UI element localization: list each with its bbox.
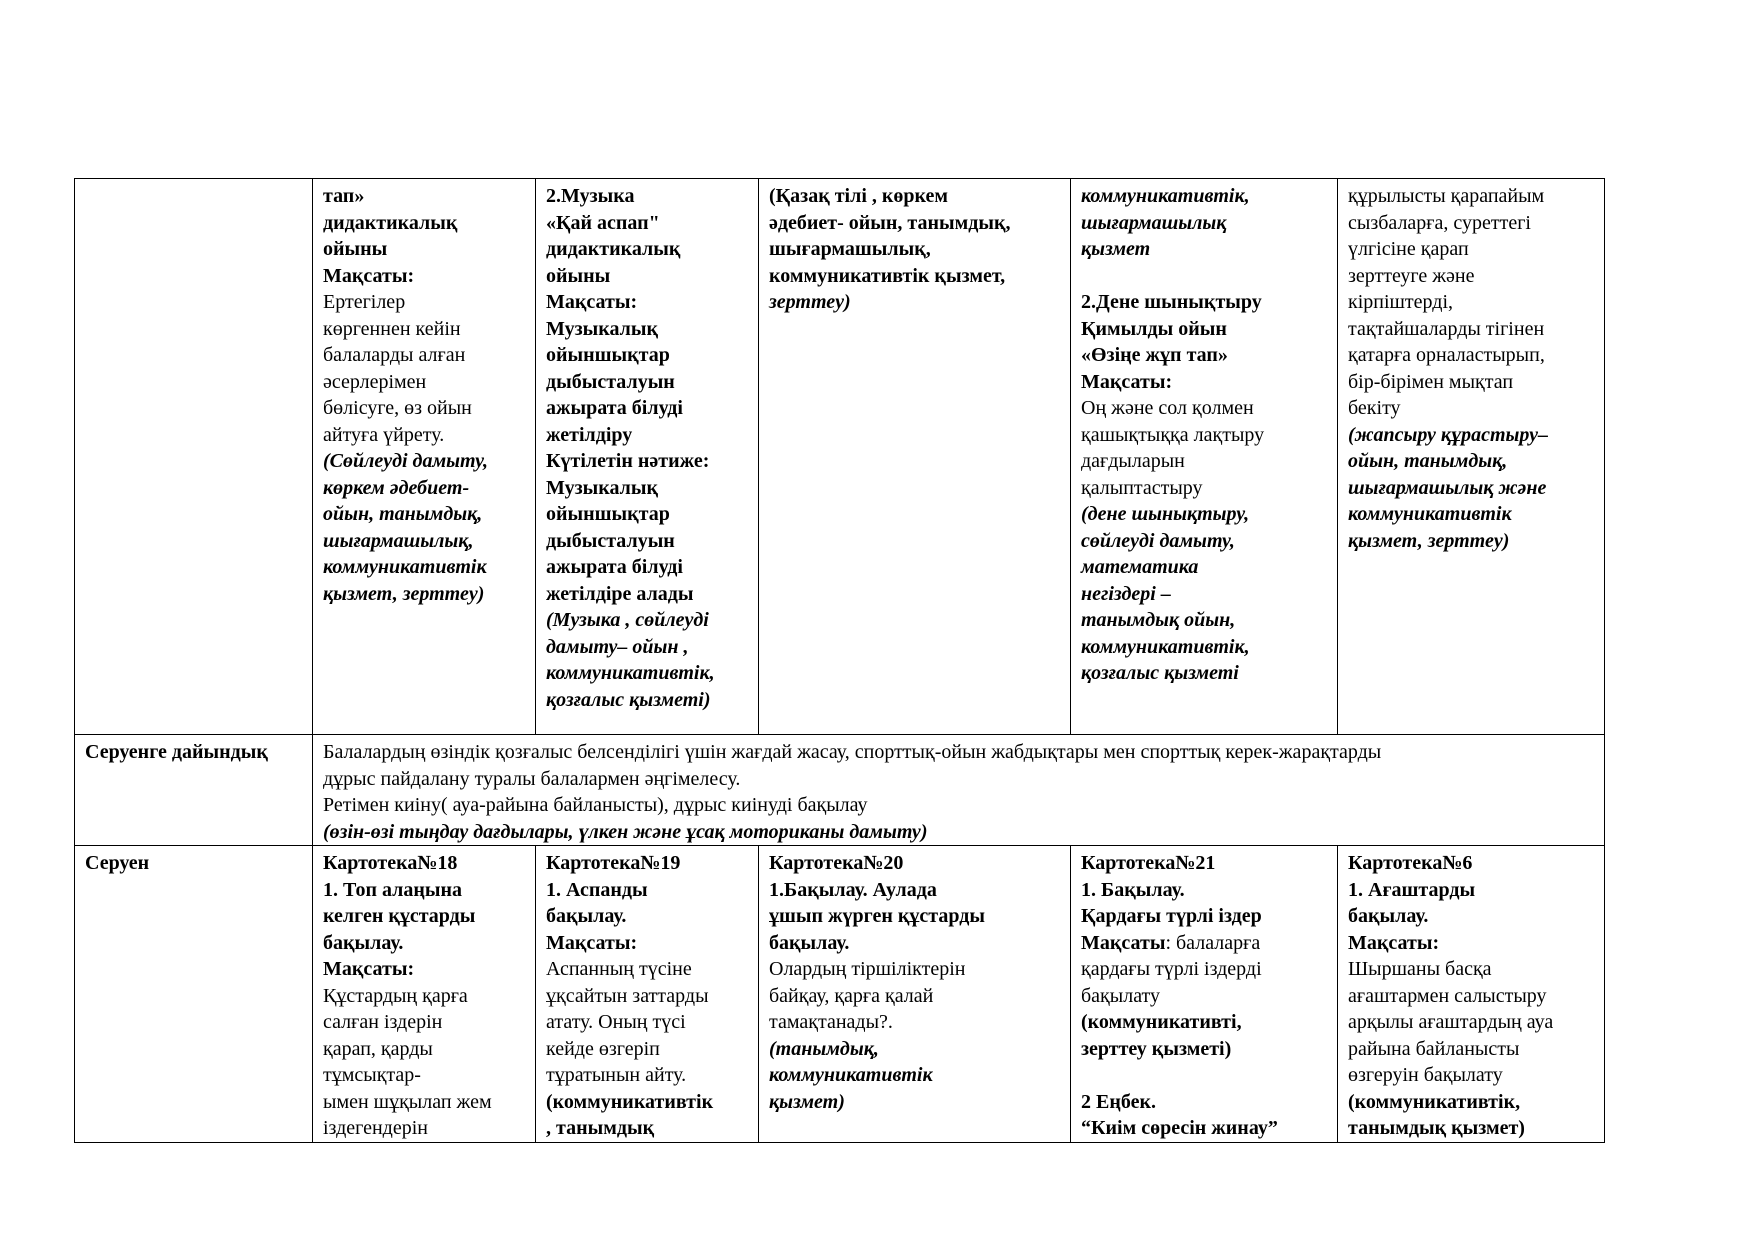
text-line: Шыршаны басқа (1348, 958, 1492, 980)
text-line: Ретімен киіну( ауа-райына байланысты), дұрыс киінуді бақылау (323, 794, 868, 816)
text-line: бақылау. (769, 931, 850, 954)
text-line: қозғалыс қызметі (1081, 662, 1239, 684)
text-line (1081, 1062, 1329, 1089)
table-cell (536, 179, 759, 735)
text-line: 1. Бақылау. (1081, 878, 1185, 901)
text-line: Мақсаты: (323, 264, 415, 287)
plan-table-wrapper (74, 178, 1605, 1143)
text-line: қызмет (1081, 238, 1151, 260)
text-line: құрылысты қарапайым (1348, 185, 1545, 207)
text-line: Мақсаты: (1348, 931, 1440, 954)
text-line: өзгеруін бақылату (1348, 1064, 1503, 1086)
text-line: кейде өзгеріп (546, 1037, 660, 1060)
text-line: Құстардың қарға (323, 984, 468, 1007)
text-line: келген құстарды (323, 905, 476, 927)
text-line: бақылау. (323, 931, 404, 954)
text-line: Мақсаты: (323, 958, 415, 980)
text-line: қызмет) (769, 1090, 845, 1113)
text-line (1081, 263, 1329, 290)
text-line: (коммуникативті, (1081, 1011, 1242, 1033)
text-line: бақылату (1081, 984, 1161, 1007)
text-line: ұшып жүрген құстарды (769, 905, 985, 927)
text-line: (танымдық, (769, 1037, 879, 1060)
text-line: ажырата білуді (546, 556, 683, 578)
text-line: әдебиет- ойын, танымдық, (769, 211, 1011, 234)
table-cell (536, 846, 759, 1143)
text-line: коммуникативтік, (1081, 185, 1250, 207)
table-cell (1338, 846, 1605, 1143)
row-label-cell: Серуен (75, 846, 313, 1143)
text-line: танымдық қызмет) (1348, 1117, 1525, 1139)
text-line: Картотека№19 (546, 852, 681, 874)
text-line: қызмет, зерттеу) (323, 582, 485, 605)
text-line: Музыкалық (546, 476, 659, 499)
text-line: ажырата білуді (546, 397, 683, 419)
text-line: Аспанның түсіне (546, 958, 692, 980)
text-line: әсерлерімен (323, 370, 427, 393)
text-line: Мақсаты: (1081, 370, 1173, 393)
table-row (75, 179, 1605, 735)
text-line: шығармашылық, (769, 238, 931, 260)
text-line: кірпіштерді, (1348, 291, 1454, 313)
text-line: коммуникативтік (769, 1064, 933, 1086)
text-line: бір-бірімен мықтап (1348, 370, 1514, 393)
text-line: Картотека№6 (1348, 852, 1473, 874)
row-label-cell: Серуенге дайындық (75, 735, 313, 846)
text-line: үлгісіне қарап (1348, 238, 1469, 260)
text-line: шығармашылық, (323, 529, 474, 552)
text-line: дамыту– ойын , (546, 635, 689, 658)
text-line: 2.Дене шынықтыру (1081, 291, 1262, 313)
text-line: Ертегілер (323, 291, 406, 313)
text-line: 2.Музыка (546, 185, 635, 207)
text-line (1081, 930, 1329, 957)
plan-table (74, 178, 1605, 1143)
table-cell-span (313, 735, 1605, 846)
text-line: 1. Ағаштарды (1348, 878, 1476, 901)
text-line: (өзін-өзі тыңдау дағдылары, үлкен және ұсақ моториканы дамыту) (323, 820, 928, 843)
text-line: танымдық ойын, (1081, 609, 1236, 631)
text-line: қалыптастыру (1081, 476, 1203, 499)
text-line: «Қай аспап" (546, 211, 660, 234)
text-line: ойыншықтар (546, 503, 670, 525)
text-line-bold-part: Мақсаты (1081, 931, 1166, 954)
text-line: Музыкалық (546, 317, 659, 340)
text-line: қызмет, зерттеу) (1348, 529, 1510, 552)
table-cell (759, 179, 1071, 735)
text-line: дыбысталуын (546, 370, 675, 393)
text-line: (дене шынықтыру, (1081, 503, 1250, 525)
text-line: Картотека№21 (1081, 852, 1216, 874)
text-line: қарап, қарды (323, 1037, 433, 1060)
text-line: Балалардың өзіндік қозғалыс белсенділігі үшін жағдай жасау, спорттық-ойын жабдықтары мен спорттық керек-жарақтарды (323, 741, 1382, 763)
text-line: Қардағы түрлі іздер (1081, 905, 1262, 927)
text-line: тап» (323, 185, 365, 207)
text-line: «Өзіңе жұп тап» (1081, 344, 1228, 366)
text-line: Оң және сол қолмен (1081, 397, 1254, 419)
text-line: бөлісуге, өз ойын (323, 397, 472, 419)
text-line: тақтайшаларды тігінен (1348, 317, 1545, 340)
text-line: Олардың тіршіліктерін (769, 958, 966, 980)
text-line: (Қазақ тілі , көркем (769, 185, 949, 207)
text-line: арқылы ағаштардың ауа (1348, 1011, 1554, 1033)
text-line: коммуникативтік қызмет, (769, 264, 1006, 287)
text-line: Картотека№18 (323, 852, 458, 874)
table-cell (759, 846, 1071, 1143)
text-line: дыбысталуын (546, 529, 675, 552)
text-line: 2 Еңбек. (1081, 1090, 1156, 1113)
text-line: 1.Бақылау. Аулада (769, 878, 937, 901)
text-line: Картотека№20 (769, 852, 904, 874)
text-line: зерттеу қызметі) (1081, 1037, 1232, 1060)
text-line: балаларды алған (323, 344, 466, 366)
text-line: коммуникативтік (323, 556, 487, 578)
text-line: негіздері – (1081, 582, 1171, 605)
text-line: Мақсаты: (546, 291, 638, 313)
text-line: ойыны (546, 264, 611, 287)
table-cell (1071, 846, 1338, 1143)
text-line: сызбаларға, суреттегі (1348, 211, 1531, 234)
text-line: зерттеуге және (1348, 264, 1475, 287)
text-line: қашықтыққа лақтыру (1081, 423, 1265, 446)
text-line: райына байланысты (1348, 1037, 1520, 1060)
text-line: “Киім сөресін жинау” (1081, 1117, 1278, 1139)
text-line: байқау, қарға қалай (769, 984, 934, 1007)
text-line: коммуникативтік, (1081, 635, 1250, 658)
table-row (75, 846, 1605, 1143)
text-line: бақылау. (1348, 905, 1429, 927)
table-cell (313, 846, 536, 1143)
text-line: коммуникативтік (1348, 503, 1512, 525)
text-line: (Музыка , сөйлеуді (546, 609, 709, 631)
table-cell (1071, 179, 1338, 735)
text-line: дидактикалық (323, 211, 458, 234)
text-line: қардағы түрлі іздерді (1081, 958, 1262, 980)
text-line: шығармашылық (1081, 211, 1227, 234)
text-line: ойын, танымдық, (1348, 450, 1508, 472)
text-line: ойын, танымдық, (323, 503, 483, 525)
text-line: , танымдық (546, 1117, 655, 1139)
text-line: сөйлеуді дамыту, (1081, 529, 1235, 552)
text-line: 1. Аспанды (546, 878, 648, 901)
text-line: ымен шұқылап жем (323, 1090, 492, 1113)
text-line: айтуға үйрету. (323, 423, 445, 446)
text-line: (коммуникативтік, (1348, 1090, 1521, 1113)
text-line: іздегендерін (323, 1117, 428, 1139)
table-row (75, 735, 1605, 846)
text-line-rest-part: : балаларға (1165, 931, 1261, 954)
text-line: математика (1081, 556, 1199, 578)
text-line: ойыншықтар (546, 344, 670, 366)
row-label-cell (75, 179, 313, 735)
text-line: (Сөйлеуді дамыту, (323, 450, 488, 472)
text-line: жетілдіре алады (546, 582, 694, 605)
text-line: коммуникативтік, (546, 662, 715, 684)
text-line: атату. Оның түсі (546, 1011, 686, 1033)
text-line: тұмсықтар- (323, 1064, 421, 1086)
text-line: тамақтанады?. (769, 1011, 893, 1033)
text-line: тұратынын айту. (546, 1064, 687, 1086)
text-line: дидактикалық (546, 238, 681, 260)
table-cell (1338, 179, 1605, 735)
text-line: көркем әдебиет- (323, 476, 470, 499)
text-line: (коммуникативтік (546, 1090, 714, 1113)
text-line: шығармашылық және (1348, 476, 1547, 499)
text-line: көргеннен кейін (323, 317, 461, 340)
text-line: Қимылды ойын (1081, 317, 1227, 340)
text-line: жетілдіру (546, 423, 633, 446)
text-line: дағдыларын (1081, 450, 1185, 472)
text-line: салған іздерін (323, 1011, 443, 1033)
text-line: бақылау. (546, 905, 627, 927)
text-line: Мақсаты: (546, 931, 638, 954)
text-line: 1. Топ алаңына (323, 878, 463, 901)
table-cell (313, 179, 536, 735)
text-line: ұқсайтын заттарды (546, 984, 709, 1007)
text-line: бекіту (1348, 397, 1401, 419)
text-line: Күтілетін нәтиже: (546, 450, 710, 472)
text-line: қатарға орналастырып, (1348, 344, 1545, 366)
text-line: ағаштармен салыстыру (1348, 984, 1547, 1007)
text-line: қозғалыс қызметі) (546, 688, 711, 711)
text-line: зерттеу) (769, 291, 851, 313)
text-line: (жапсыру құрастыру– (1348, 423, 1548, 446)
text-line: ойыны (323, 238, 388, 260)
text-line: дұрыс пайдалану туралы балалармен әңгімелесу. (323, 767, 741, 790)
